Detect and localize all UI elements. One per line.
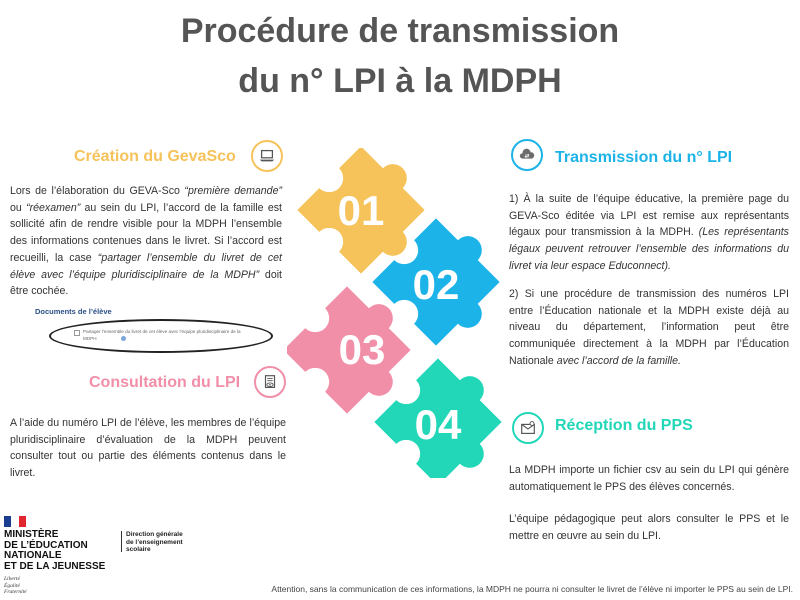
transmission-title: Transmission du n° LPI <box>555 149 733 166</box>
reception-text-1: La MDPH importe un fichier csv au sein du LPI qui génère automatiquement le PPS des élèves concernés. <box>509 464 789 493</box>
share-checkbox-label: Partager l’ensemble du livret de cet élève avec l’équipe pluridisciplinaire de la MDPH <box>83 329 241 341</box>
highlight-ellipse <box>49 319 273 353</box>
puzzle-number-02: 02 <box>412 261 460 308</box>
envelope-icon <box>512 412 544 444</box>
consultation-title: Consultation du LPI <box>89 374 241 391</box>
footnote: Attention, sans la communication de ces informations, la MDPH ne pourra ni consulter le livret de l’élève ni importer le PPS au sein de LPI. <box>271 584 793 594</box>
reception-text-2: L’équipe pédagogique peut alors consulter le PPS et le mettre en œuvre au sein du LPI. <box>509 513 789 542</box>
page-title-line-2: du n° LPI à la MDPH <box>238 62 562 100</box>
documents-title: Documents de l’élève <box>35 307 112 316</box>
reception-title: Réception du PPS <box>555 417 693 434</box>
puzzle-number-03: 03 <box>338 326 386 373</box>
puzzle-graphic <box>287 148 517 478</box>
creation-text: Lors de l’élaboration du GEVA-Sco “première demande” ou “réexamen” au sein du LPI, l’accord de la famille est sollicité afin de rendre visible pour la MDPH l’ensemble des informations contenues dans le livret. Si l’accord est recueilli, la case “partager l’ensemble du livret de cet élève avec l’équipe pluridisciplinaire de la MDPH” doit être cochée. <box>10 185 283 298</box>
consultation-text: A l’aide du numéro LPI de l’élève, les membres de l’équipe pluridisciplinaire d’évaluation de la MDPH peuvent consulter tout ou partie des éléments contenus dans le livret. <box>10 417 286 480</box>
puzzle-number-01: 01 <box>337 187 385 234</box>
documents-screenshot <box>25 300 275 360</box>
direction-name: Direction générale de l’enseignement scolaire <box>126 531 183 553</box>
creation-title: Création du GevaSco <box>74 148 236 165</box>
republic-flag-logo <box>4 516 26 527</box>
laptop-icon <box>251 140 283 172</box>
cloud-exchange-icon <box>511 139 543 171</box>
logo-divider <box>121 531 122 552</box>
ministry-name: MINISTÈRE DE L’ÉDUCATION NATIONALE ET DE LA JEUNESSE <box>4 529 106 572</box>
document-eye-icon <box>254 366 286 398</box>
puzzle-number-04: 04 <box>414 401 462 448</box>
transmission-text-2: 2) Si une procédure de transmission des numéros LPI entre l’Éducation nationale et la MDPH existe déjà au niveau du département, l’information peut être communiquée directement à la MDPH par l’Éducation Nationale avec l’accord de la famille. <box>509 288 789 367</box>
transmission-text-1: 1) À la suite de l’équipe éducative, la première page du GEVA-Sco éditée via LPI est remise aux représentants légaux pour transmission à la MDPH. (Les représentants légaux peuvent retrouver l’ensemble des informations du livret via leur espace Educonnect). <box>509 193 789 272</box>
republic-motto: Liberté Égalité Fraternité <box>4 576 27 595</box>
page-title-line-1: Procédure de transmission <box>180 12 620 50</box>
